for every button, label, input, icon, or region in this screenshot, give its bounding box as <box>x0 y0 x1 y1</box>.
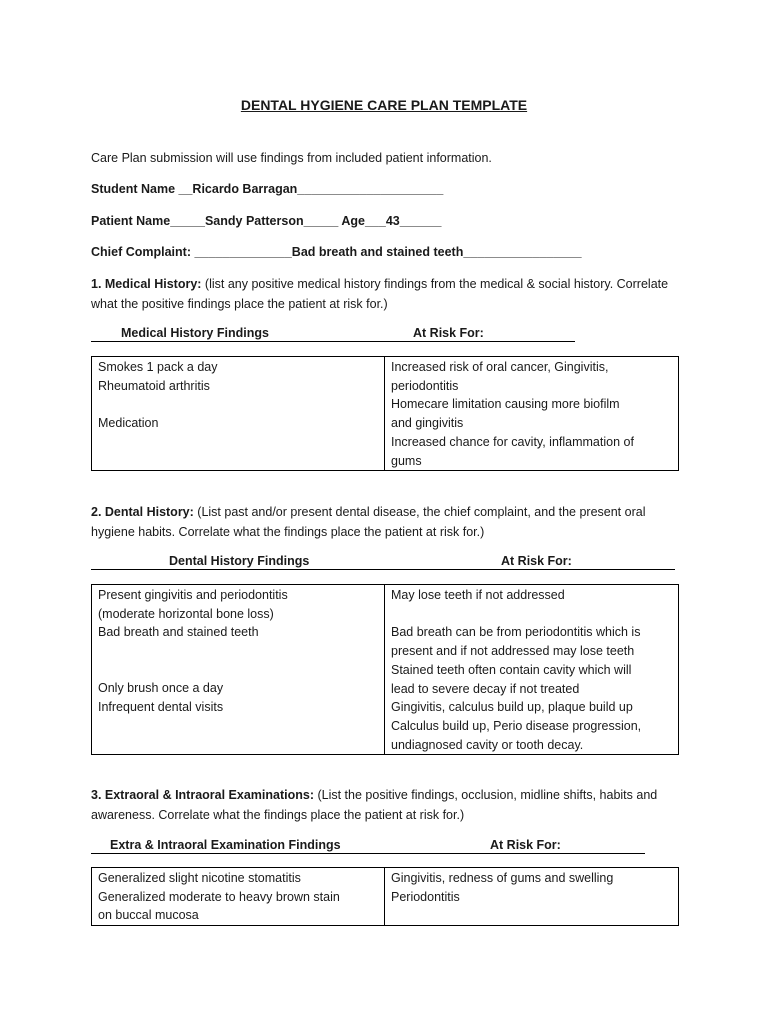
list-item: Periodontitis <box>391 889 460 904</box>
list-item: Present gingivitis and periodontitis <box>98 588 288 602</box>
list-item <box>98 642 378 661</box>
list-item: Bad breath and stained teeth <box>98 625 259 640</box>
list-item: undiagnosed cavity or tooth decay. <box>391 737 584 752</box>
list-item: Rheumatoid arthritis <box>98 378 210 393</box>
dental-history-heading: 2. Dental History: <box>91 505 194 519</box>
medical-findings-column-header: Medical History Findings <box>121 326 269 340</box>
dental-risk-cell <box>385 585 679 755</box>
list-item <box>98 451 378 470</box>
medical-risk-cell <box>385 357 679 471</box>
medical-history-heading: 1. Medical History: <box>91 277 202 291</box>
exam-findings-cell <box>92 868 385 926</box>
student-name-line: Student Name __Ricardo Barragan_____________________ <box>91 182 444 196</box>
list-item <box>391 605 672 624</box>
medical-history-section-intro <box>91 274 691 314</box>
list-item: Bad breath can be from periodontitis which is <box>391 625 641 640</box>
dental-findings-cell <box>92 585 385 755</box>
dental-history-table <box>91 584 679 755</box>
list-item: Infrequent dental visits <box>98 700 224 715</box>
list-item: Gingivitis, redness of gums and swelling <box>391 871 614 885</box>
medical-history-description: (list any positive medical history findings from the medical & social history. Correlate what the positive findings place the patient at risk for.) <box>91 277 669 311</box>
list-item: gums <box>391 453 422 468</box>
list-item: Generalized slight nicotine stomatitis <box>98 871 301 885</box>
exam-heading: 3. Extraoral & Intraoral Examinations: <box>91 788 314 802</box>
list-item: Stained teeth often contain cavity which will <box>391 662 632 677</box>
medical-header-rule <box>91 341 575 342</box>
table-row <box>92 868 679 926</box>
list-item: Increased chance for cavity, inflammation of <box>391 434 634 449</box>
list-item <box>98 661 378 680</box>
list-item: Only brush once a day <box>98 681 224 696</box>
patient-name-line: Patient Name_____Sandy Patterson_____ Age___43______ <box>91 214 442 228</box>
medical-findings-cell <box>92 357 385 471</box>
exam-header-rule <box>91 853 645 854</box>
document-title: DENTAL HYGIENE CARE PLAN TEMPLATE <box>240 97 528 113</box>
exam-findings-column-header: Extra & Intraoral Examination Findings <box>110 838 341 852</box>
list-item: and gingivitis <box>391 416 464 431</box>
list-item: Homecare limitation causing more biofilm <box>391 397 620 412</box>
medical-history-table <box>91 356 679 471</box>
list-item: Generalized moderate to heavy brown stain <box>98 889 340 904</box>
exam-findings-table <box>91 867 679 926</box>
intro-text: Care Plan submission will use findings from included patient information. <box>91 151 492 165</box>
list-item: May lose teeth if not addressed <box>391 588 565 602</box>
list-item <box>391 906 672 925</box>
table-row <box>92 357 679 471</box>
list-item: Gingivitis, calculus build up, plaque build up <box>391 700 633 715</box>
list-item <box>98 433 378 452</box>
exam-risk-column-header: At Risk For: <box>490 838 561 852</box>
dental-history-section-intro <box>91 502 691 542</box>
exam-section-intro <box>91 785 691 825</box>
list-item: Increased risk of oral cancer, Gingivitis, <box>391 360 609 374</box>
chief-complaint-line: Chief Complaint: ______________Bad breath and stained teeth_________________ <box>91 245 582 259</box>
list-item <box>98 395 378 414</box>
list-item: periodontitis <box>391 378 459 393</box>
list-item: (moderate horizontal bone loss) <box>98 606 274 621</box>
list-item: present and if not addressed may lose teeth <box>391 644 635 659</box>
dental-header-rule <box>91 569 675 570</box>
list-item: on buccal mucosa <box>98 908 199 923</box>
medical-risk-column-header: At Risk For: <box>413 326 484 340</box>
list-item <box>98 736 378 755</box>
list-item: lead to severe decay if not treated <box>391 681 580 696</box>
table-row <box>92 585 679 755</box>
list-item: Calculus build up, Perio disease progression, <box>391 718 642 733</box>
dental-history-description: (List past and/or present dental disease, the chief complaint, and the present oral hygiene habits. Correlate what the findings place the patient at risk for.) <box>91 505 646 539</box>
list-item: Medication <box>98 416 159 431</box>
list-item: Smokes 1 pack a day <box>98 360 218 374</box>
dental-risk-column-header: At Risk For: <box>501 554 572 568</box>
exam-risk-cell <box>385 868 679 926</box>
exam-description: (List the positive findings, occlusion, midline shifts, habits and awareness. Correlate what the findings place the patient at risk for.) <box>91 788 658 822</box>
list-item <box>98 717 378 736</box>
dental-findings-column-header: Dental History Findings <box>169 554 310 568</box>
